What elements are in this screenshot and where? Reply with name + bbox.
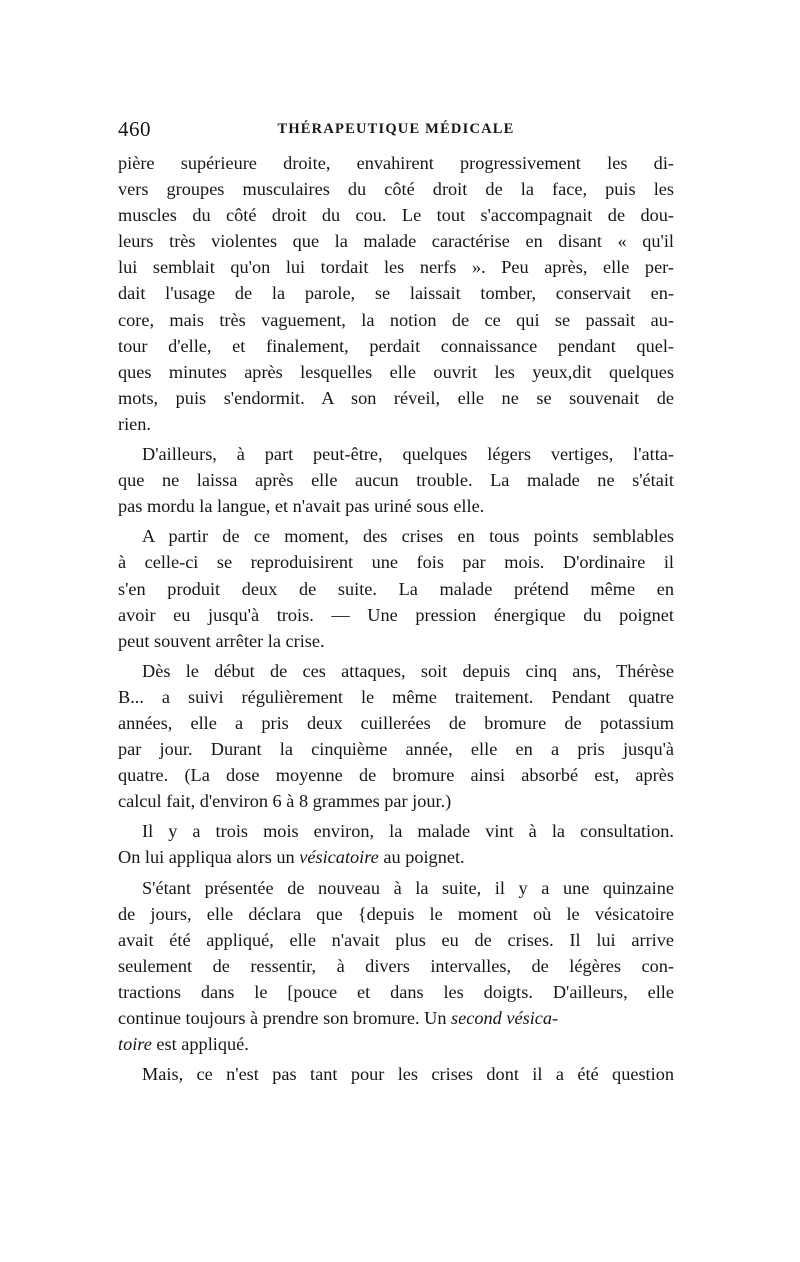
italic-term: second vésica- xyxy=(451,1008,559,1028)
text-line xyxy=(118,844,674,870)
text-run: au poignet. xyxy=(378,847,465,868)
text-line: de jours, elle déclara que {depuis le moment où le vésicatoire xyxy=(118,903,674,924)
italic-term: toire xyxy=(118,1034,152,1055)
text-line: core, mais très vaguement, la notion de ce qui se passait au- xyxy=(118,309,674,330)
paragraph-6 xyxy=(118,875,674,1058)
text-line: A partir de ce moment, des crises en tous points semblables xyxy=(142,526,674,547)
text-line: quatre. (La dose moyenne de bromure ainsi absorbé est, après xyxy=(118,765,674,786)
text-line: rien. xyxy=(118,413,151,434)
text-line: vers groupes musculaires du côté droit de la face, puis les xyxy=(118,179,674,200)
page-number: 460 xyxy=(118,117,151,141)
text-line: ques minutes après lesquelles elle ouvrit les yeux,dit quelques xyxy=(118,361,674,382)
text-line: muscles du côté droit du cou. Le tout s'accompagnait de dou- xyxy=(118,205,674,226)
text-line: D'ailleurs, à part peut-être, quelques légers vertiges, l'atta- xyxy=(142,444,674,465)
text-line: Il y a trois mois environ, la malade vint à la consultation. xyxy=(142,821,674,842)
text-line: Dès le début de ces attaques, soit depuis cinq ans, Thérèse xyxy=(142,660,674,681)
text-line: s'en produit deux de suite. La malade prétend même en xyxy=(118,578,674,599)
text-line: S'étant présentée de nouveau à la suite, il y a une quinzaine xyxy=(142,877,674,898)
text-line: années, elle a pris deux cuillerées de bromure de potassium xyxy=(118,712,674,733)
text-line: B... a suivi régulièrement le même traitement. Pendant quatre xyxy=(118,686,674,707)
paragraph-5 xyxy=(118,818,674,870)
paragraph-4 xyxy=(118,658,674,815)
text-line xyxy=(118,1005,674,1031)
paragraph-2 xyxy=(118,441,674,519)
text-line: avoir eu jusqu'à trois. — Une pression énergique du poignet xyxy=(118,604,674,625)
text-line: lui semblait qu'on lui tordait les nerfs ». Peu après, elle per- xyxy=(118,257,674,278)
text-run: continue toujours à prendre son bromure. Un xyxy=(118,1008,452,1028)
text-run: On lui appliqua alors un xyxy=(118,847,300,868)
text-line: mots, puis s'endormit. A son réveil, elle ne se souvenait de xyxy=(118,387,674,408)
text-line: Mais, ce n'est pas tant pour les crises dont il a été question xyxy=(142,1064,674,1085)
running-head: THÉRAPEUTIQUE MÉDICALE xyxy=(277,121,515,137)
text-line: calcul fait, d'environ 6 à 8 grammes par jour.) xyxy=(118,791,452,812)
text-line: tractions dans le [pouce et dans les doigts. D'ailleurs, elle xyxy=(118,981,674,1002)
text-line: leurs très violentes que la malade caractérise en disant « qu'il xyxy=(118,231,674,252)
text-line: dait l'usage de la parole, se laissait tomber, conservait en- xyxy=(118,283,674,304)
page-header xyxy=(118,116,674,142)
text-line: tour d'elle, et finalement, perdait connaissance pendant quel- xyxy=(118,335,674,356)
text-line: pas mordu la langue, et n'avait pas uriné sous elle. xyxy=(118,496,485,517)
italic-term: vésicatoire xyxy=(299,847,379,868)
paragraph-1 xyxy=(118,150,674,437)
text-line: que ne laissa après elle aucun trouble. La malade ne s'était xyxy=(118,470,674,491)
text-line xyxy=(118,1031,674,1057)
paragraph-7 xyxy=(118,1061,674,1087)
text-line: pière supérieure droite, envahirent progressivement les di- xyxy=(118,153,674,173)
text-line: peut souvent arrêter la crise. xyxy=(118,630,325,651)
text-line: à celle-ci se reproduisirent une fois par mois. D'ordinaire il xyxy=(118,552,674,573)
text-run: est appliqué. xyxy=(151,1034,249,1055)
text-line: avait été appliqué, elle n'avait plus eu de crises. Il lui arrive xyxy=(118,929,674,950)
text-line: par jour. Durant la cinquième année, elle en a pris jusqu'à xyxy=(118,739,674,760)
text-line: seulement de ressentir, à divers intervalles, de légères con- xyxy=(118,955,674,976)
paragraph-3 xyxy=(118,523,674,653)
body-text xyxy=(118,150,674,1087)
